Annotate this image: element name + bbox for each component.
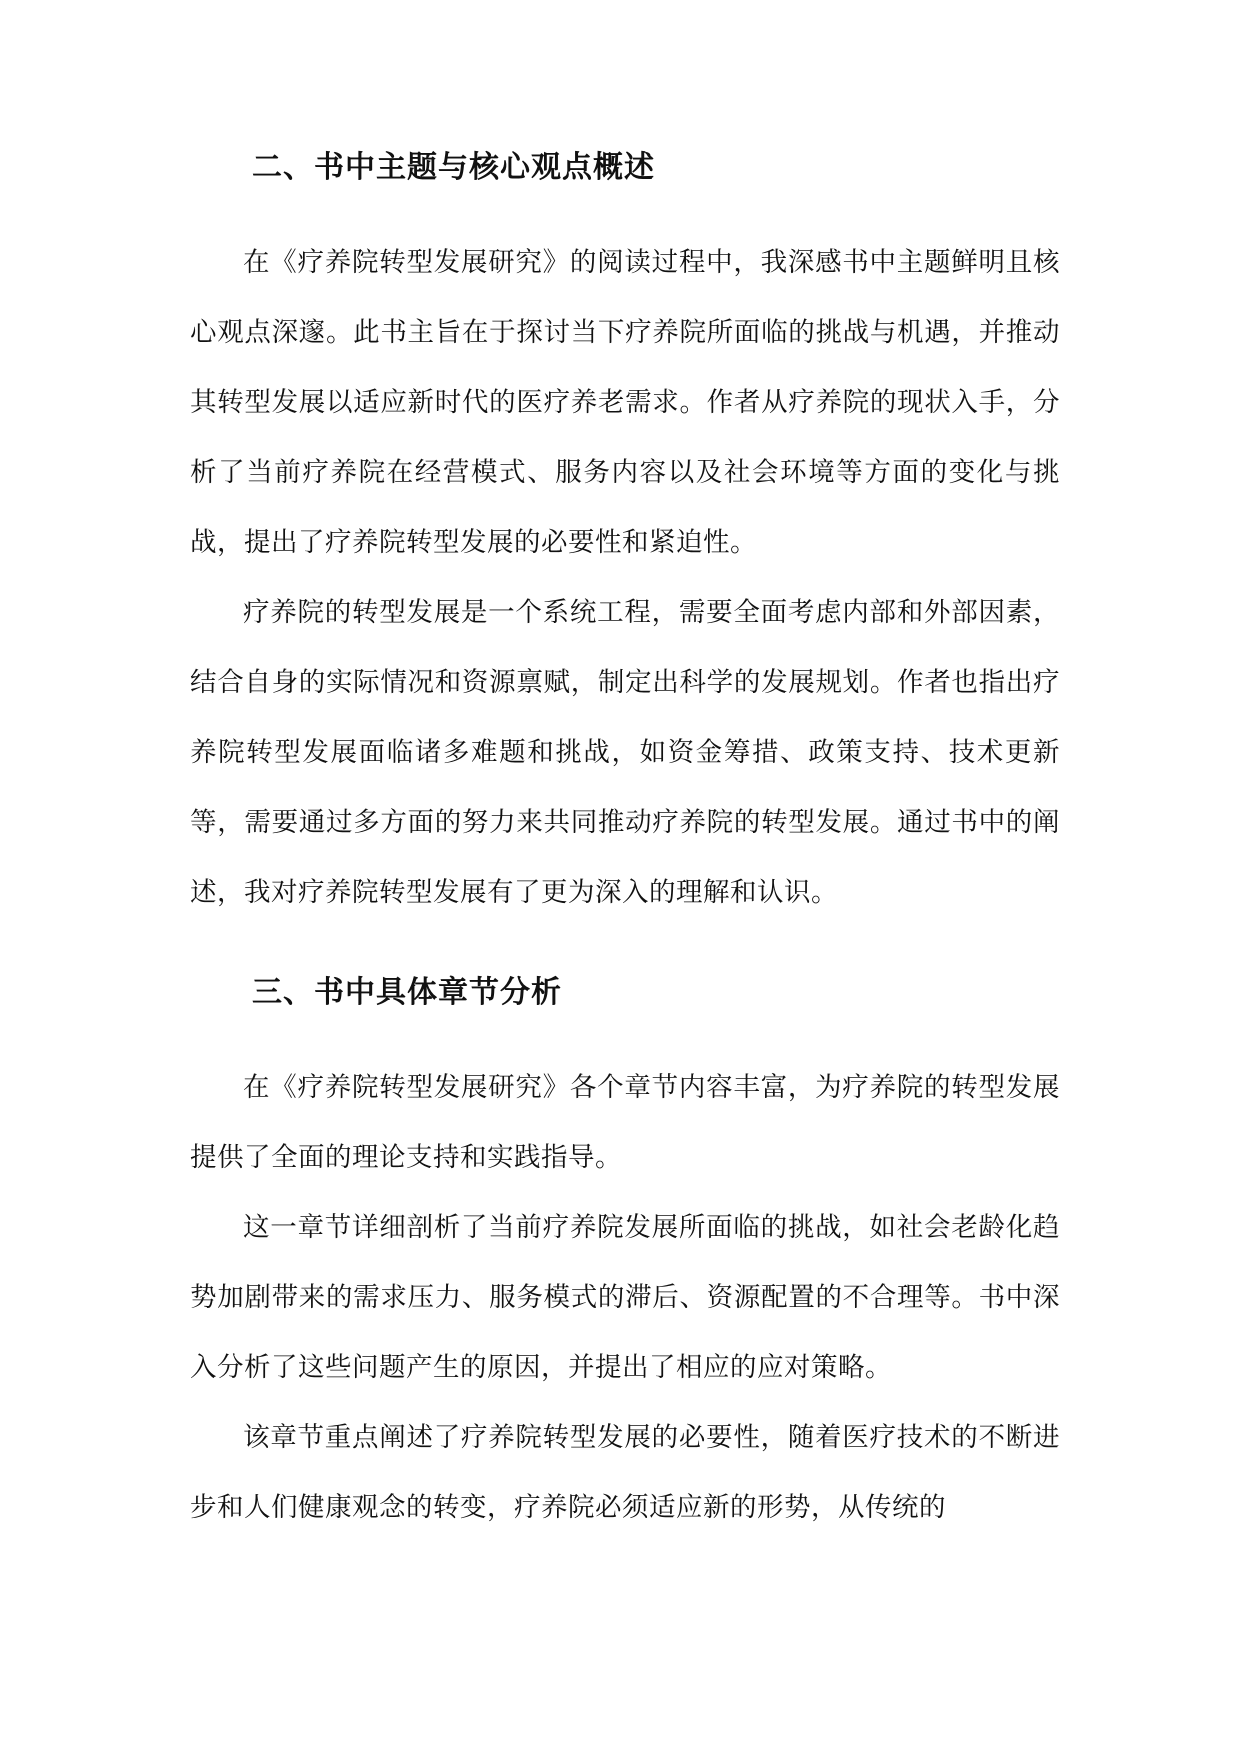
section-3-paragraph-2: 这一章节详细剖析了当前疗养院发展所面临的挑战，如社会老龄化趋势加剧带来的需求压力、服务模式的滞后、资源配置的不合理等。书中深入分析了这些问题产生的原因，并提出了相应的应对策略。: [190, 1212, 1060, 1383]
section-3-paragraph-1: 在《疗养院转型发展研究》各个章节内容丰富，为疗养院的转型发展提供了全面的理论支持和实践指导。: [190, 1072, 1060, 1173]
section-3-heading: 三、书中具体章节分析: [252, 975, 562, 1010]
section-2-paragraph-2: 疗养院的转型发展是一个系统工程，需要全面考虑内部和外部因素，结合自身的实际情况和资源禀赋，制定出科学的发展规划。作者也指出疗养院转型发展面临诸多难题和挑战，如资金筹措、政策支持、技术更新等，需要通过多方面的努力来共同推动疗养院的转型发展。通过书中的阐述，我对疗养院转型发展有了更为深入的理解和认识。: [190, 597, 1060, 908]
document-body: [190, 148, 1060, 1543]
spacer: [190, 928, 1060, 973]
section-3-paragraph-3: 该章节重点阐述了疗养院转型发展的必要性，随着医疗技术的不断进步和人们健康观念的转变，疗养院必须适应新的形势，从传统的: [190, 1422, 1060, 1523]
section-2-paragraph-1: 在《疗养院转型发展研究》的阅读过程中，我深感书中主题鲜明且核心观点深邃。此书主旨在于探讨当下疗养院所面临的挑战与机遇，并推动其转型发展以适应新时代的医疗养老需求。作者从疗养院的现状入手，分析了当前疗养院在经营模式、服务内容以及社会环境等方面的变化与挑战，提出了疗养院转型发展的必要性和紧迫性。: [190, 247, 1060, 558]
spacer: [190, 188, 1060, 228]
section-2-heading: 二、书中主题与核心观点概述: [252, 150, 655, 185]
spacer: [190, 1013, 1060, 1053]
